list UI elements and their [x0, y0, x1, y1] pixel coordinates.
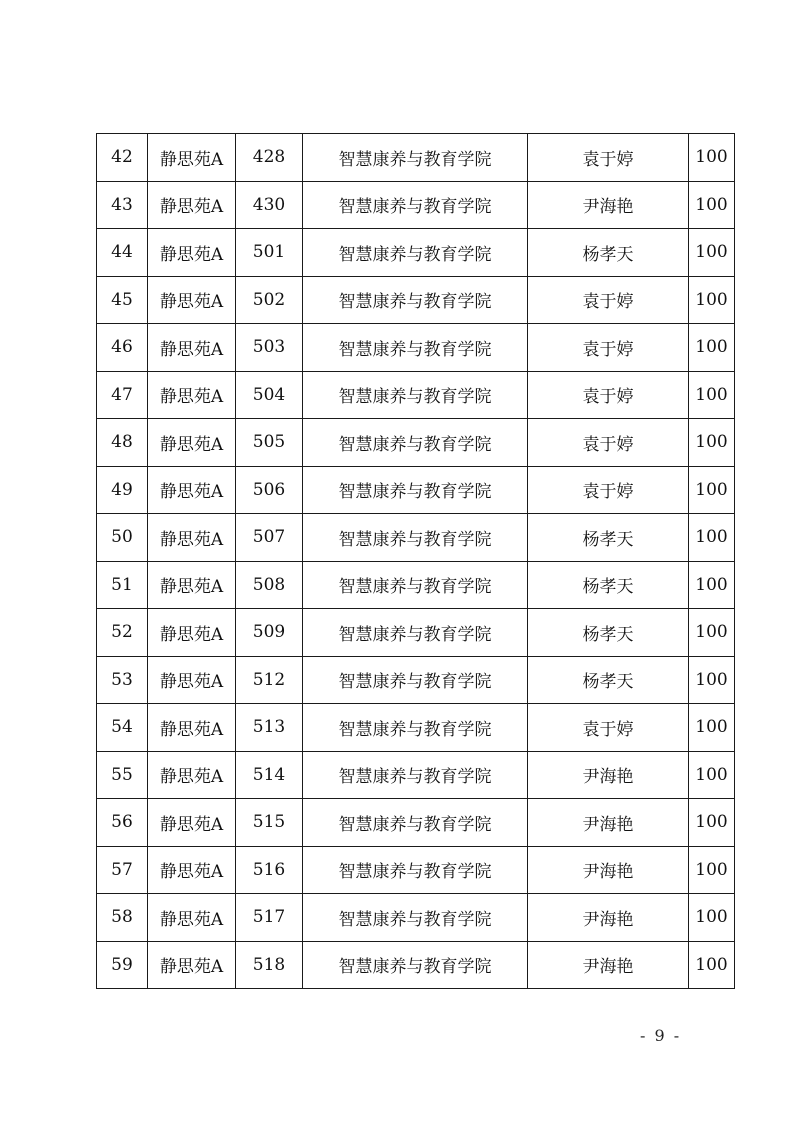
- building-cell: 静思苑A: [148, 514, 236, 562]
- row-number-cell: 42: [97, 134, 148, 182]
- building-cell: 静思苑A: [148, 941, 236, 989]
- building-cell: 静思苑A: [148, 229, 236, 277]
- row-number-cell: 54: [97, 704, 148, 752]
- building-cell: 静思苑A: [148, 656, 236, 704]
- score-cell: 100: [689, 371, 735, 419]
- room-number-cell: 506: [236, 466, 303, 514]
- table-row: [97, 846, 735, 894]
- college-cell: 智慧康养与教育学院: [303, 894, 528, 942]
- building-cell: 静思苑A: [148, 134, 236, 182]
- counselor-name-cell: 袁于婷: [528, 324, 689, 372]
- room-number-cell: 512: [236, 656, 303, 704]
- building-cell: 静思苑A: [148, 846, 236, 894]
- room-number-cell: 507: [236, 514, 303, 562]
- row-number-cell: 51: [97, 561, 148, 609]
- building-cell: 静思苑A: [148, 419, 236, 467]
- row-number-cell: 57: [97, 846, 148, 894]
- row-number-cell: 49: [97, 466, 148, 514]
- score-cell: 100: [689, 466, 735, 514]
- row-number-cell: 53: [97, 656, 148, 704]
- table-row: [97, 656, 735, 704]
- score-cell: 100: [689, 134, 735, 182]
- room-number-cell: 428: [236, 134, 303, 182]
- room-number-cell: 514: [236, 751, 303, 799]
- counselor-name-cell: 尹海艳: [528, 751, 689, 799]
- score-cell: 100: [689, 704, 735, 752]
- college-cell: 智慧康养与教育学院: [303, 656, 528, 704]
- score-cell: 100: [689, 846, 735, 894]
- score-cell: 100: [689, 324, 735, 372]
- building-cell: 静思苑A: [148, 276, 236, 324]
- room-number-cell: 502: [236, 276, 303, 324]
- row-number-cell: 56: [97, 799, 148, 847]
- row-number-cell: 43: [97, 181, 148, 229]
- counselor-name-cell: 袁于婷: [528, 371, 689, 419]
- building-cell: 静思苑A: [148, 704, 236, 752]
- college-cell: 智慧康养与教育学院: [303, 704, 528, 752]
- counselor-name-cell: 袁于婷: [528, 704, 689, 752]
- building-cell: 静思苑A: [148, 894, 236, 942]
- counselor-name-cell: 尹海艳: [528, 846, 689, 894]
- row-number-cell: 58: [97, 894, 148, 942]
- college-cell: 智慧康养与教育学院: [303, 181, 528, 229]
- table-row: [97, 894, 735, 942]
- score-cell: 100: [689, 609, 735, 657]
- table-row: [97, 704, 735, 752]
- building-cell: 静思苑A: [148, 751, 236, 799]
- building-cell: 静思苑A: [148, 799, 236, 847]
- table-row: [97, 229, 735, 277]
- college-cell: 智慧康养与教育学院: [303, 466, 528, 514]
- room-number-cell: 517: [236, 894, 303, 942]
- college-cell: 智慧康养与教育学院: [303, 419, 528, 467]
- row-number-cell: 59: [97, 941, 148, 989]
- table-row: [97, 134, 735, 182]
- building-cell: 静思苑A: [148, 371, 236, 419]
- building-cell: 静思苑A: [148, 466, 236, 514]
- room-number-cell: 501: [236, 229, 303, 277]
- score-cell: 100: [689, 419, 735, 467]
- college-cell: 智慧康养与教育学院: [303, 846, 528, 894]
- room-number-cell: 509: [236, 609, 303, 657]
- counselor-name-cell: 尹海艳: [528, 894, 689, 942]
- counselor-name-cell: 袁于婷: [528, 419, 689, 467]
- counselor-name-cell: 袁于婷: [528, 466, 689, 514]
- score-cell: 100: [689, 656, 735, 704]
- building-cell: 静思苑A: [148, 561, 236, 609]
- college-cell: 智慧康养与教育学院: [303, 324, 528, 372]
- counselor-name-cell: 杨孝天: [528, 561, 689, 609]
- table-row: [97, 371, 735, 419]
- counselor-name-cell: 袁于婷: [528, 134, 689, 182]
- table-row: [97, 276, 735, 324]
- row-number-cell: 44: [97, 229, 148, 277]
- room-number-cell: 516: [236, 846, 303, 894]
- table-row: [97, 419, 735, 467]
- row-number-cell: 55: [97, 751, 148, 799]
- table-row: [97, 799, 735, 847]
- room-number-cell: 518: [236, 941, 303, 989]
- college-cell: 智慧康养与教育学院: [303, 134, 528, 182]
- college-cell: 智慧康养与教育学院: [303, 514, 528, 562]
- counselor-name-cell: 尹海艳: [528, 799, 689, 847]
- score-cell: 100: [689, 561, 735, 609]
- room-number-cell: 508: [236, 561, 303, 609]
- row-number-cell: 52: [97, 609, 148, 657]
- counselor-name-cell: 杨孝天: [528, 656, 689, 704]
- room-number-cell: 515: [236, 799, 303, 847]
- college-cell: 智慧康养与教育学院: [303, 609, 528, 657]
- dorm-inspection-table: [96, 133, 735, 989]
- row-number-cell: 48: [97, 419, 148, 467]
- counselor-name-cell: 杨孝天: [528, 514, 689, 562]
- table-row: [97, 466, 735, 514]
- building-cell: 静思苑A: [148, 324, 236, 372]
- row-number-cell: 46: [97, 324, 148, 372]
- score-cell: 100: [689, 276, 735, 324]
- college-cell: 智慧康养与教育学院: [303, 561, 528, 609]
- counselor-name-cell: 尹海艳: [528, 181, 689, 229]
- room-number-cell: 513: [236, 704, 303, 752]
- college-cell: 智慧康养与教育学院: [303, 799, 528, 847]
- score-cell: 100: [689, 514, 735, 562]
- college-cell: 智慧康养与教育学院: [303, 371, 528, 419]
- score-cell: 100: [689, 751, 735, 799]
- score-cell: 100: [689, 229, 735, 277]
- table-body: [97, 134, 735, 989]
- college-cell: 智慧康养与教育学院: [303, 751, 528, 799]
- row-number-cell: 50: [97, 514, 148, 562]
- table-row: [97, 514, 735, 562]
- building-cell: 静思苑A: [148, 609, 236, 657]
- room-number-cell: 503: [236, 324, 303, 372]
- room-number-cell: 504: [236, 371, 303, 419]
- score-cell: 100: [689, 941, 735, 989]
- table-row: [97, 561, 735, 609]
- table-row: [97, 324, 735, 372]
- page-number: - 9 -: [640, 1026, 682, 1045]
- college-cell: 智慧康养与教育学院: [303, 276, 528, 324]
- room-number-cell: 430: [236, 181, 303, 229]
- score-cell: 100: [689, 894, 735, 942]
- counselor-name-cell: 尹海艳: [528, 941, 689, 989]
- counselor-name-cell: 杨孝天: [528, 609, 689, 657]
- row-number-cell: 47: [97, 371, 148, 419]
- counselor-name-cell: 袁于婷: [528, 276, 689, 324]
- college-cell: 智慧康养与教育学院: [303, 229, 528, 277]
- score-cell: 100: [689, 181, 735, 229]
- room-number-cell: 505: [236, 419, 303, 467]
- building-cell: 静思苑A: [148, 181, 236, 229]
- college-cell: 智慧康养与教育学院: [303, 941, 528, 989]
- row-number-cell: 45: [97, 276, 148, 324]
- table-row: [97, 609, 735, 657]
- table-row: [97, 751, 735, 799]
- table-row: [97, 181, 735, 229]
- table-row: [97, 941, 735, 989]
- score-cell: 100: [689, 799, 735, 847]
- counselor-name-cell: 杨孝天: [528, 229, 689, 277]
